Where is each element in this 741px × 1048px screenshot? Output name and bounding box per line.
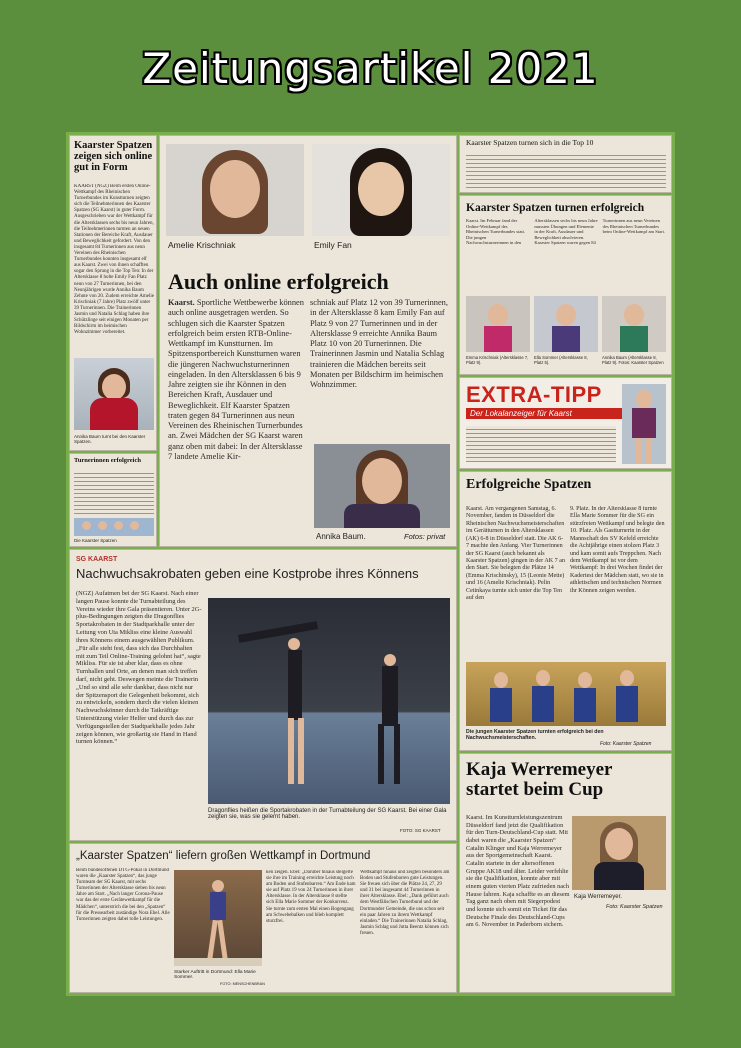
caption-annika-small: Annika Baum (Altersklasse 8, Platz 9). Fotos: Kaarster Spatzen: [602, 355, 664, 365]
article-body-col2: ken zeigen. Ebel: „Darüber hinaus steigerte sie ihre im Training erreichte Leistung noch am Boden und Stufenbarren.“ Am Ende kam sie auf Platz 19 von 24 Turnerinnen in ihrer Altersklasse. In der Altersklasse 8 stellte sich Ella Marie Sommer der Konkurrenz. Sie turnte zum ersten Mal einen Bogengang am Schwebebalken und blieb komplett sturzfrei.: [266, 870, 356, 924]
photo-caption: Kaja Werremeyer.: [574, 894, 622, 900]
article-body-col3: Wettkampf hinaus und zeigten besonders am Boden und Stufenbarren gute Leistungen. Sie freuen sich über die Plätze 24, 27, 29 und 31 bei insgesamt 44 Turnerinnen in ihrer Altersklasse. Ebel: „Dank geführt auch dem Westfälischen Turnerbund und der Dortmunder Gemeinde, die uns schon seit ein paar Jahren zu ihrem Wettkampf einladen.“ Die Trainerinnen Natalia Schlag, Jasmin Schlag und Jutta Beentz können sich freuen.: [360, 870, 450, 936]
article-turnerinnen: [70, 454, 156, 546]
article-erfolgreiche-spatzen: [460, 472, 671, 750]
article-headline: Kaarster Spatzen turnen sich in die Top 10: [466, 138, 594, 147]
caption-annika: Annika Baum.: [316, 532, 366, 541]
emily-photo: [312, 144, 450, 236]
photo-credit: FOTO: SG KAARST: [400, 828, 441, 833]
article-body-lines: [74, 470, 154, 516]
caption-emma: Emma Krischniak (Altersklasse 7, Platz 9).: [466, 355, 529, 365]
caption-emily: Emily Fan: [314, 240, 352, 250]
annika-small-photo: [602, 296, 666, 352]
gymnast-photo: [622, 384, 666, 464]
article-body: KAARST (NGZ) Beim ersten Online-Wettkampf des Rheinischen Turnerbundes im Kunstturnen zeigten sich die Teilnehmerinnen des Kaarster Spatzen (SG Kaarst) in guter Form. Ausgeschrieben war der Wettkampf für die Altersklassen sechs bis neun Jahren, die Teilnehmerinnen turnten an neuen Stationen der Bereiche Kraft, Ausdauer und Beweglichkeit gefordert. Von den insgesamt 84 Turnerinnen aus neun Vereinen des Rheinischen Turnerbundes konnten insgesamt elf aus Kaarst. Zwei von ihnen schafften sogar den Sprung in die Top Ten: In der Altersklasse 8 holte Emily Fan Platz neun von 27 Turnerinnen, bei den Neunjährigen wurde Annika Baum Zehnte von 20. Zudem erreichte Amelie Krischniak (7 Jahre) Platz zwölf unter 39 Turnerinnen. Die Trainerinnen Jasmin und Natalia Schlag haben ihre Schützlinge seit einigen Monaten per Bildschirm im heimischen Wohnzimmer vorbereitet.: [74, 184, 154, 336]
photo-credit: Fotos: privat: [404, 532, 446, 541]
article-headline: Kaarster Spatzen turnen erfolgreich: [466, 202, 645, 214]
photo-caption: Dragonflies heißen die Sportakrobaten in der Turnabteilung der SG Kaarst. Bei einer Gala zeigten sie, was sie gelernt haben.: [208, 808, 447, 820]
article-dortmund: [70, 844, 456, 992]
article-online-form: [70, 136, 156, 450]
extra-tipp-text-lines: [466, 426, 616, 462]
annika-photo: [314, 444, 450, 528]
caption-amelie: Amelie Krischniak: [168, 240, 236, 250]
caption-ella: Ella Sommer (Altersklasse 8, Platz 5).: [534, 355, 588, 365]
article-text: Sportliche Wettbewerbe können auch online ausgetragen werden. So schlugen sich die Kaarster Spatzen erfolgreich beim ersten RTB-Online-Wettkampf im Kunstturnen. Im Spitzensportbereich Kunstturnen waren die jüngeren Nachwuchsturnerinnen eingeladen. In den Altersklassen 6 bis 9 Jahre zeigten sie ihr Können in den Bereichen Kraft, Ausdauer und Beweglichkeit. Elf Kaarster Spatzen traten gegen 84 Turnerinnen aus neun Vereinen des Rheinischen Turnerbundes an. Zwei Mädchen der SG Kaarst waren ganz oben mit dabei: In der Altersklasse 7 landete Amelie Kir-: [168, 298, 304, 461]
article-headline: Kaja Werremeyer startet beim Cup: [466, 759, 613, 800]
kaja-photo: [572, 816, 666, 890]
extra-tipp-tagline: Der Lokalanzeiger für Kaarst: [466, 408, 624, 419]
photo-credit: FOTO: MENSCHENBRAN: [220, 982, 265, 986]
article-headline: Turnerinnen erfolgreich: [74, 457, 141, 464]
athlete-photo: [74, 358, 154, 430]
article-body-lines: [466, 152, 666, 188]
article-body: Kaarst. Im Februar fand der Online-Wettkampf des Rheinischen Turnerbundes statt. Die jungen Nachwuchsturnerinnen in den Altersklassen sechs bis neun Jahre mussten Übungen und Elemente in der Kraft, Ausdauer und Beweglichkeit absolvieren. Kaarster Spatzen waren gegen 84 Turnerinnen aus neun Vereinen des Rheinischen Turnerbundes beim Online-Wettkampf am Start.: [466, 218, 666, 246]
team-photo: [74, 518, 154, 536]
article-auch-online: [160, 136, 456, 546]
article-headline: Auch online erfolgreich: [168, 269, 389, 294]
emma-photo: [466, 296, 530, 352]
article-body: Kaarst. Im Kunstturnleistungszentrum Düsseldorf fand jetzt die Qualifikation für den Turn-Deutschland-Cup statt. Mit dabei waren die „Kaarster Spatzen“ Catalin Klinger und Kaja Werremeyer aus der Sportgemeinschaft Kaarst. Catalin startete in der altersoffenen Gruppe AK18 und älter. Leider verfehlte sie die Qualifikation, konnte aber mit einem guten vierten Platz zufrieden nach Hause fahren. Kaja schaffte es an diesem Tag ganz nach oben mit Siegerpodest und konnte sich somit ein Ticket für das Deutsche Finale des Deutschland-Cups am 6. November in Paderborn sichern.: [466, 814, 570, 929]
photo-caption: Die jungen Kaarster Spatzen turnten erfolgreich bei den Nachwuchsmeisterschaften.: [466, 729, 604, 741]
team-photo: [466, 662, 666, 726]
photo-caption: Starker Auftritt in Dortmund: Ella Marie Sommer.: [174, 970, 256, 980]
extra-tipp-logo: EXTRA-TIPP: [466, 382, 602, 407]
article-body-col1: Kaarst. Am vergangenen Samstag, 6. November, fanden in Düsseldorf die Rheinischen Nachwuchsmeisterschaften im Gerätturnen in den Altersklassen (AK) 6-8 in Düsseldorf statt. Die AK 6-7 machte den Anfang. Vier Turnerinnen der SG Kaarst (auch bekannt als Kaarster Spatzen) gingen in der AK 7 an den Start. Sie belegten die Plätze 14 (Emma Krischinsky), 15 (Leonie Mette) und 16 (Amelie Krischniak). Pelin Cetinkaya turnte sich unter die Top Ten auf den: [466, 506, 565, 602]
photo-credit: Foto: Kaarster Spatzen: [606, 904, 663, 910]
article-headline: Nachwuchsakrobaten geben eine Kostprobe ihres Könnens: [76, 566, 419, 581]
acrobatics-photo: [208, 598, 450, 804]
photo-caption: Annika Baum turnt bei den Kaarster Spatzen.: [74, 434, 146, 444]
page-title: Zeitungsartikel 2021: [142, 44, 599, 93]
article-headline: „Kaarster Spatzen“ liefern großen Wettkampf in Dortmund: [76, 850, 371, 862]
article-body: (NGZ) Aufatmen bei der SG Kaarst. Nach einer langen Pause konnte die Turnabteilung des Vereins wieder ihre Gala präsentieren. Unter 2G-plus-Bedingungen zeigten die Dragonflies Sportakrobaten in der Stadtparkhalle unter der Leitung von Uta Mikliss eine kleine Auswahl ihres Könnens einem ausgewählten Publikum. „Für alle steht fest, dass sich das Durchhalten mit zum Teil Online-Training gelohnt hat“, sagte Mikliss. Für sie ist aber klar, dass es ohne Turnhallen und Orte, an denen man sich treffen darf, nicht geht. Deswegen meinte die Trainerin „Und so sind alle sehr dankbar, dass nicht nur der Spitzensport die Gelegenheit bekommt, sich zu entwickeln, sondern durch die vielen kleinen Nachwuchskönner durch die Tatkräftige Unterstützung vieler Helfer und durch das zur Verfügungstellen der Stadtparkhalle jedes Jahr zeigen können, wie großartig sie Hand in Hand turnen können.“: [76, 590, 202, 746]
amelie-photo: [166, 144, 304, 236]
article-headline: Erfolgreiche Spatzen: [466, 477, 592, 492]
article-body-col1: Beim bundesoffenen DTG-Pokal in Dortmund waren die „Kaarster Spatzen“, das junge Turnteam der SG Kaarst, mit sechs Turnerinnen der Altersklasse sieben bis neun Jahre am Start. „Nach langer Corona-Pause war das der erste Gerätewettkampf für die Mädchen“, unterstrich die bei den „Spatzen“ für die Pressearbeit zuständige Nora Ebel. Alle Turnerinnen zeigten dabei tolle Leistungen.: [76, 868, 170, 922]
article-body-col2: schniak auf Platz 12 von 39 Turnerinnen, in der Altersklasse 8 kam Emily Fan auf Platz 9 von 27 Turnerinnen und in der Altersklasse 9 erreichte Annika Baum Platz 10 von 20 Turnerinnen. Die Trainerinnen Jasmin und Natalia Schlag trainieren die Mädchen bereits seit Monaten per Bildschirm im heimischen Wohnzimmer.: [310, 298, 448, 389]
article-kicker: SG KAARST: [76, 556, 118, 563]
extra-tipp-clip: [460, 378, 671, 468]
article-kaja-werremeyer: [460, 754, 671, 992]
collage-board: [66, 132, 675, 996]
photo-caption: Die Kaarster Spatzen: [74, 538, 117, 543]
article-nachwuchsakrobaten: [70, 550, 456, 840]
ella-dortmund-photo: [174, 870, 262, 966]
article-turnen-erfolgreich: [460, 196, 671, 374]
ella-photo: [534, 296, 598, 352]
article-headline: Kaarster Spatzen zeigen sich online gut in Form: [74, 140, 153, 174]
article-lead: Kaarst.: [168, 298, 195, 307]
photo-credit: Foto: Kaarster Spatzen: [600, 741, 652, 747]
article-top10: [460, 136, 671, 192]
article-body-col1: [168, 298, 304, 542]
article-body-col2: 9. Platz. In der Altersklasse 8 turnte Ella Marie Sommer für die SG ein stürzfreien Wettkampf und belegte den 10. Platz. Als Gastturnerin in der Mannschaft des SV Kefeld erreichte die Achtjährige einen stolzen Platz 3 und kam somit aufs Treppchen. Nach dem Wettkampf ist vor dem Wettkampf: In drei Wochen findet der Kadertest der Mädchen statt, wo sie in athletischen und technischen Normen ihr Können zeigen werden.: [570, 506, 665, 594]
